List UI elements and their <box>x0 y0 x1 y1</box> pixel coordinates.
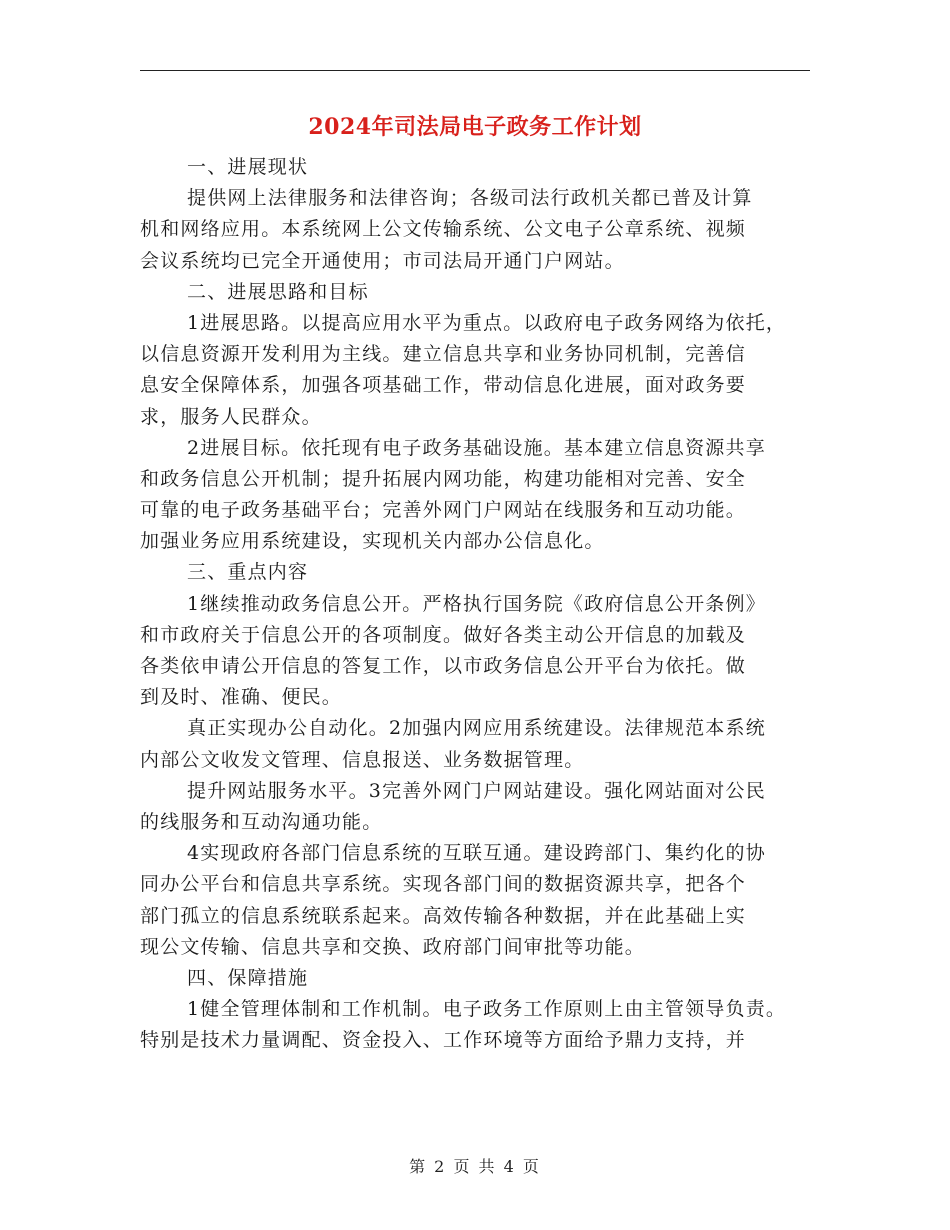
paragraph-line: 四、保障措施 <box>187 966 309 989</box>
page-number: 第 2 页 共 4 页 <box>409 1157 541 1176</box>
paragraph-line: 部门孤立的信息系统联系起来。高效传输各种数据，并在此基础上实 <box>140 904 747 927</box>
paragraph-line: 会议系统均已完全开通使用；市司法局开通门户网站。 <box>140 249 625 272</box>
paragraph-line: 真正实现办公自动化。2加强内网应用系统建设。法律规范本系统 <box>187 717 766 740</box>
paragraph-line: 三、重点内容 <box>187 561 309 584</box>
document-body <box>140 152 840 1056</box>
paragraph-line: 机和网络应用。本系统网上公文传输系统、公文电子公章系统、视频 <box>140 218 747 241</box>
paragraph-line: 和市政府关于信息公开的各项制度。做好各类主动公开信息的加载及 <box>140 623 747 646</box>
paragraph-line: 1进展思路。以提高应用水平为重点。以政府电子政务网络为依托， <box>187 311 787 334</box>
paragraph-line: 和政务信息公开机制；提升拓展内网功能，构建功能相对完善、安全 <box>140 467 747 490</box>
paragraph-line: 4实现政府各部门信息系统的互联互通。建设跨部门、集约化的协 <box>187 842 766 865</box>
paragraph-line: 提供网上法律服务和法律咨询；各级司法行政机关都已普及计算 <box>187 187 753 210</box>
paragraph-line: 同办公平台和信息共享系统。实现各部门间的数据资源共享，把各个 <box>140 873 747 896</box>
paragraph-line: 以信息资源开发利用为主线。建立信息共享和业务协同机制，完善信 <box>140 343 747 366</box>
paragraph-line: 1健全管理体制和工作机制。电子政务工作原则上由主管领导负责。 <box>187 998 787 1021</box>
paragraph-line: 到及时、准确、便民。 <box>140 686 343 709</box>
paragraph-line: 内部公文收发文管理、信息报送、业务数据管理。 <box>140 748 585 771</box>
paragraph-line: 可靠的电子政务基础平台；完善外网门户网站在线服务和互动功能。 <box>140 499 747 522</box>
paragraph-line: 二、进展思路和目标 <box>187 280 369 303</box>
document-title: 2024年司法局电子政务工作计划 <box>308 114 642 140</box>
paragraph-line: 一、进展现状 <box>187 156 309 178</box>
header-rule <box>140 70 810 71</box>
paragraph-line: 1继续推动政务信息公开。严格执行国务院《政府信息公开条例》 <box>187 592 766 615</box>
paragraph-line: 的线服务和互动沟通功能。 <box>140 810 383 833</box>
paragraph-line: 现公文传输、信息共享和交换、政府部门间审批等功能。 <box>140 935 646 958</box>
paragraph-line: 提升网站服务水平。3完善外网门户网站建设。强化网站面对公民 <box>187 779 766 802</box>
paragraph-line: 息安全保障体系，加强各项基础工作，带动信息化进展，面对政务要 <box>140 374 747 397</box>
paragraph-line: 2进展目标。依托现有电子政务基础设施。基本建立信息资源共享 <box>187 436 766 459</box>
paragraph-line: 加强业务应用系统建设，实现机关内部办公信息化。 <box>140 530 605 553</box>
paragraph-line: 特别是技术力量调配、资金投入、工作环境等方面给予鼎力支持，并 <box>140 1029 747 1052</box>
paragraph-line: 求，服务人民群众。 <box>140 405 322 428</box>
paragraph-line: 各类依申请公开信息的答复工作，以市政务信息公开平台为依托。做 <box>140 655 747 677</box>
